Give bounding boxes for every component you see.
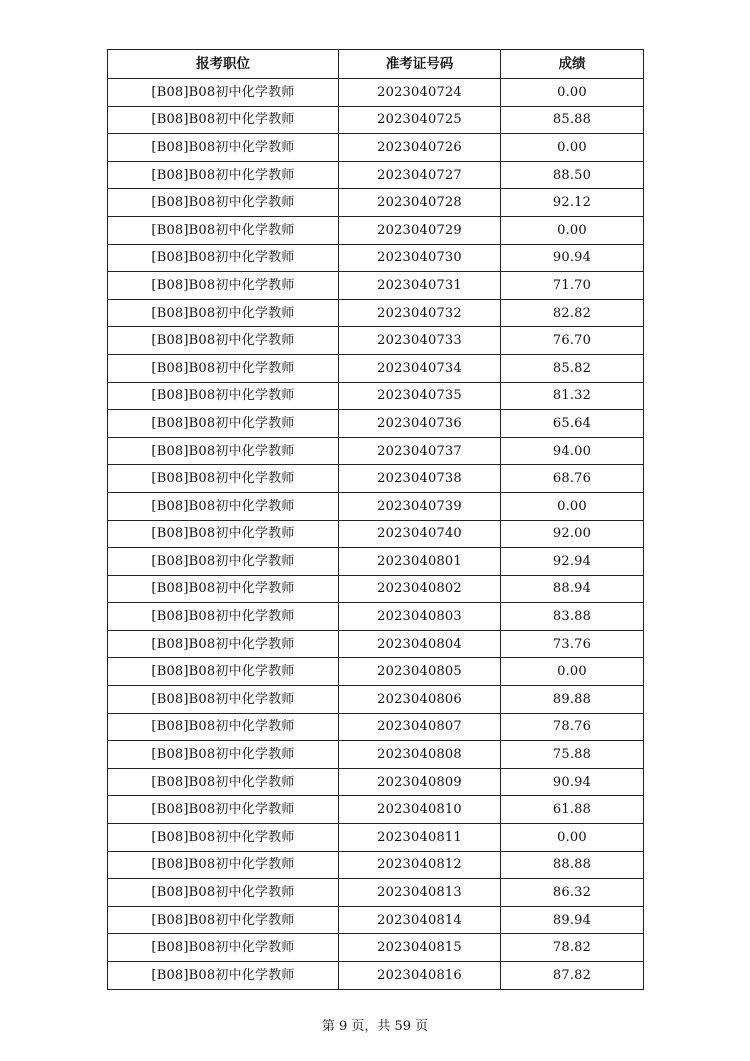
table-row [108,161,644,189]
table-row [108,824,644,852]
table-row [108,382,644,410]
table-header [108,50,644,79]
column-header-exam-number: 准考证号码 [339,50,501,79]
table-row [108,962,644,990]
table-row [108,879,644,907]
score-cell: 78.82 [501,934,644,962]
table-row [108,354,644,382]
score-cell: 92.94 [501,548,644,576]
exam-number-cell: 2023040739 [339,492,501,520]
position-cell: [B08]B08初中化学教师 [108,575,339,603]
table-row [108,299,644,327]
table-row [108,79,644,107]
exam-number-cell: 2023040740 [339,520,501,548]
exam-number-cell: 2023040812 [339,851,501,879]
score-cell: 83.88 [501,603,644,631]
table-row [108,244,644,272]
score-cell: 68.76 [501,465,644,493]
exam-number-cell: 2023040814 [339,906,501,934]
score-cell: 78.76 [501,713,644,741]
exam-number-cell: 2023040813 [339,879,501,907]
exam-number-cell: 2023040730 [339,244,501,272]
score-cell: 73.76 [501,630,644,658]
score-cell: 87.82 [501,962,644,990]
score-cell: 92.12 [501,189,644,217]
exam-number-cell: 2023040729 [339,216,501,244]
score-cell: 0.00 [501,79,644,107]
score-cell: 0.00 [501,492,644,520]
position-cell: [B08]B08初中化学教师 [108,686,339,714]
header-row [108,50,644,79]
position-cell: [B08]B08初中化学教师 [108,713,339,741]
position-cell: [B08]B08初中化学教师 [108,410,339,438]
table-row [108,272,644,300]
score-cell: 88.94 [501,575,644,603]
table-row [108,216,644,244]
exam-number-cell: 2023040724 [339,79,501,107]
position-cell: [B08]B08初中化学教师 [108,934,339,962]
score-table [107,49,644,990]
position-cell: [B08]B08初中化学教师 [108,603,339,631]
table-row [108,768,644,796]
table-row [108,492,644,520]
table-row [108,906,644,934]
table-row [108,134,644,162]
score-cell: 0.00 [501,216,644,244]
position-cell: [B08]B08初中化学教师 [108,741,339,769]
score-cell: 85.82 [501,354,644,382]
exam-number-cell: 2023040815 [339,934,501,962]
table-row [108,658,644,686]
exam-number-cell: 2023040804 [339,630,501,658]
exam-number-cell: 2023040728 [339,189,501,217]
position-cell: [B08]B08初中化学教师 [108,796,339,824]
position-cell: [B08]B08初中化学教师 [108,79,339,107]
position-cell: [B08]B08初中化学教师 [108,354,339,382]
exam-number-cell: 2023040732 [339,299,501,327]
exam-number-cell: 2023040806 [339,686,501,714]
exam-number-cell: 2023040734 [339,354,501,382]
score-cell: 90.94 [501,244,644,272]
position-cell: [B08]B08初中化学教师 [108,962,339,990]
exam-number-cell: 2023040733 [339,327,501,355]
exam-number-cell: 2023040802 [339,575,501,603]
exam-number-cell: 2023040727 [339,161,501,189]
position-cell: [B08]B08初中化学教师 [108,520,339,548]
score-cell: 88.88 [501,851,644,879]
exam-number-cell: 2023040803 [339,603,501,631]
table-row [108,327,644,355]
score-cell: 81.32 [501,382,644,410]
position-cell: [B08]B08初中化学教师 [108,272,339,300]
table-row [108,630,644,658]
exam-number-cell: 2023040807 [339,713,501,741]
position-cell: [B08]B08初中化学教师 [108,879,339,907]
score-cell: 88.50 [501,161,644,189]
table-row [108,437,644,465]
exam-number-cell: 2023040736 [339,410,501,438]
position-cell: [B08]B08初中化学教师 [108,851,339,879]
score-cell: 0.00 [501,824,644,852]
table-row [108,465,644,493]
score-cell: 92.00 [501,520,644,548]
position-cell: [B08]B08初中化学教师 [108,216,339,244]
table-row [108,686,644,714]
table-row [108,189,644,217]
score-cell: 86.32 [501,879,644,907]
table-row [108,851,644,879]
position-cell: [B08]B08初中化学教师 [108,492,339,520]
exam-number-cell: 2023040805 [339,658,501,686]
table-row [108,741,644,769]
position-cell: [B08]B08初中化学教师 [108,244,339,272]
column-header-position: 报考职位 [108,50,339,79]
score-cell: 61.88 [501,796,644,824]
position-cell: [B08]B08初中化学教师 [108,906,339,934]
score-cell: 94.00 [501,437,644,465]
score-cell: 75.88 [501,741,644,769]
table-row [108,520,644,548]
exam-number-cell: 2023040735 [339,382,501,410]
score-cell: 0.00 [501,658,644,686]
position-cell: [B08]B08初中化学教师 [108,161,339,189]
position-cell: [B08]B08初中化学教师 [108,134,339,162]
score-cell: 0.00 [501,134,644,162]
exam-number-cell: 2023040726 [339,134,501,162]
table-row [108,934,644,962]
position-cell: [B08]B08初中化学教师 [108,327,339,355]
score-cell: 71.70 [501,272,644,300]
table-body [108,79,644,990]
table-row [108,796,644,824]
position-cell: [B08]B08初中化学教师 [108,768,339,796]
score-cell: 85.88 [501,106,644,134]
position-cell: [B08]B08初中化学教师 [108,189,339,217]
exam-number-cell: 2023040810 [339,796,501,824]
position-cell: [B08]B08初中化学教师 [108,106,339,134]
page-number-footer: 第 9 页，共 59 页 [321,1019,429,1034]
exam-number-cell: 2023040725 [339,106,501,134]
position-cell: [B08]B08初中化学教师 [108,824,339,852]
exam-number-cell: 2023040811 [339,824,501,852]
exam-number-cell: 2023040801 [339,548,501,576]
position-cell: [B08]B08初中化学教师 [108,630,339,658]
exam-number-cell: 2023040816 [339,962,501,990]
position-cell: [B08]B08初中化学教师 [108,299,339,327]
exam-number-cell: 2023040737 [339,437,501,465]
table-row [108,575,644,603]
position-cell: [B08]B08初中化学教师 [108,658,339,686]
score-cell: 65.64 [501,410,644,438]
table-row [108,713,644,741]
position-cell: [B08]B08初中化学教师 [108,437,339,465]
score-cell: 89.94 [501,906,644,934]
exam-number-cell: 2023040808 [339,741,501,769]
column-header-score: 成绩 [501,50,644,79]
position-cell: [B08]B08初中化学教师 [108,548,339,576]
table-row [108,603,644,631]
score-cell: 82.82 [501,299,644,327]
exam-number-cell: 2023040809 [339,768,501,796]
table-row [108,548,644,576]
score-cell: 76.70 [501,327,644,355]
exam-number-cell: 2023040731 [339,272,501,300]
exam-number-cell: 2023040738 [339,465,501,493]
table-row [108,410,644,438]
score-cell: 90.94 [501,768,644,796]
position-cell: [B08]B08初中化学教师 [108,465,339,493]
table-row [108,106,644,134]
position-cell: [B08]B08初中化学教师 [108,382,339,410]
score-cell: 89.88 [501,686,644,714]
